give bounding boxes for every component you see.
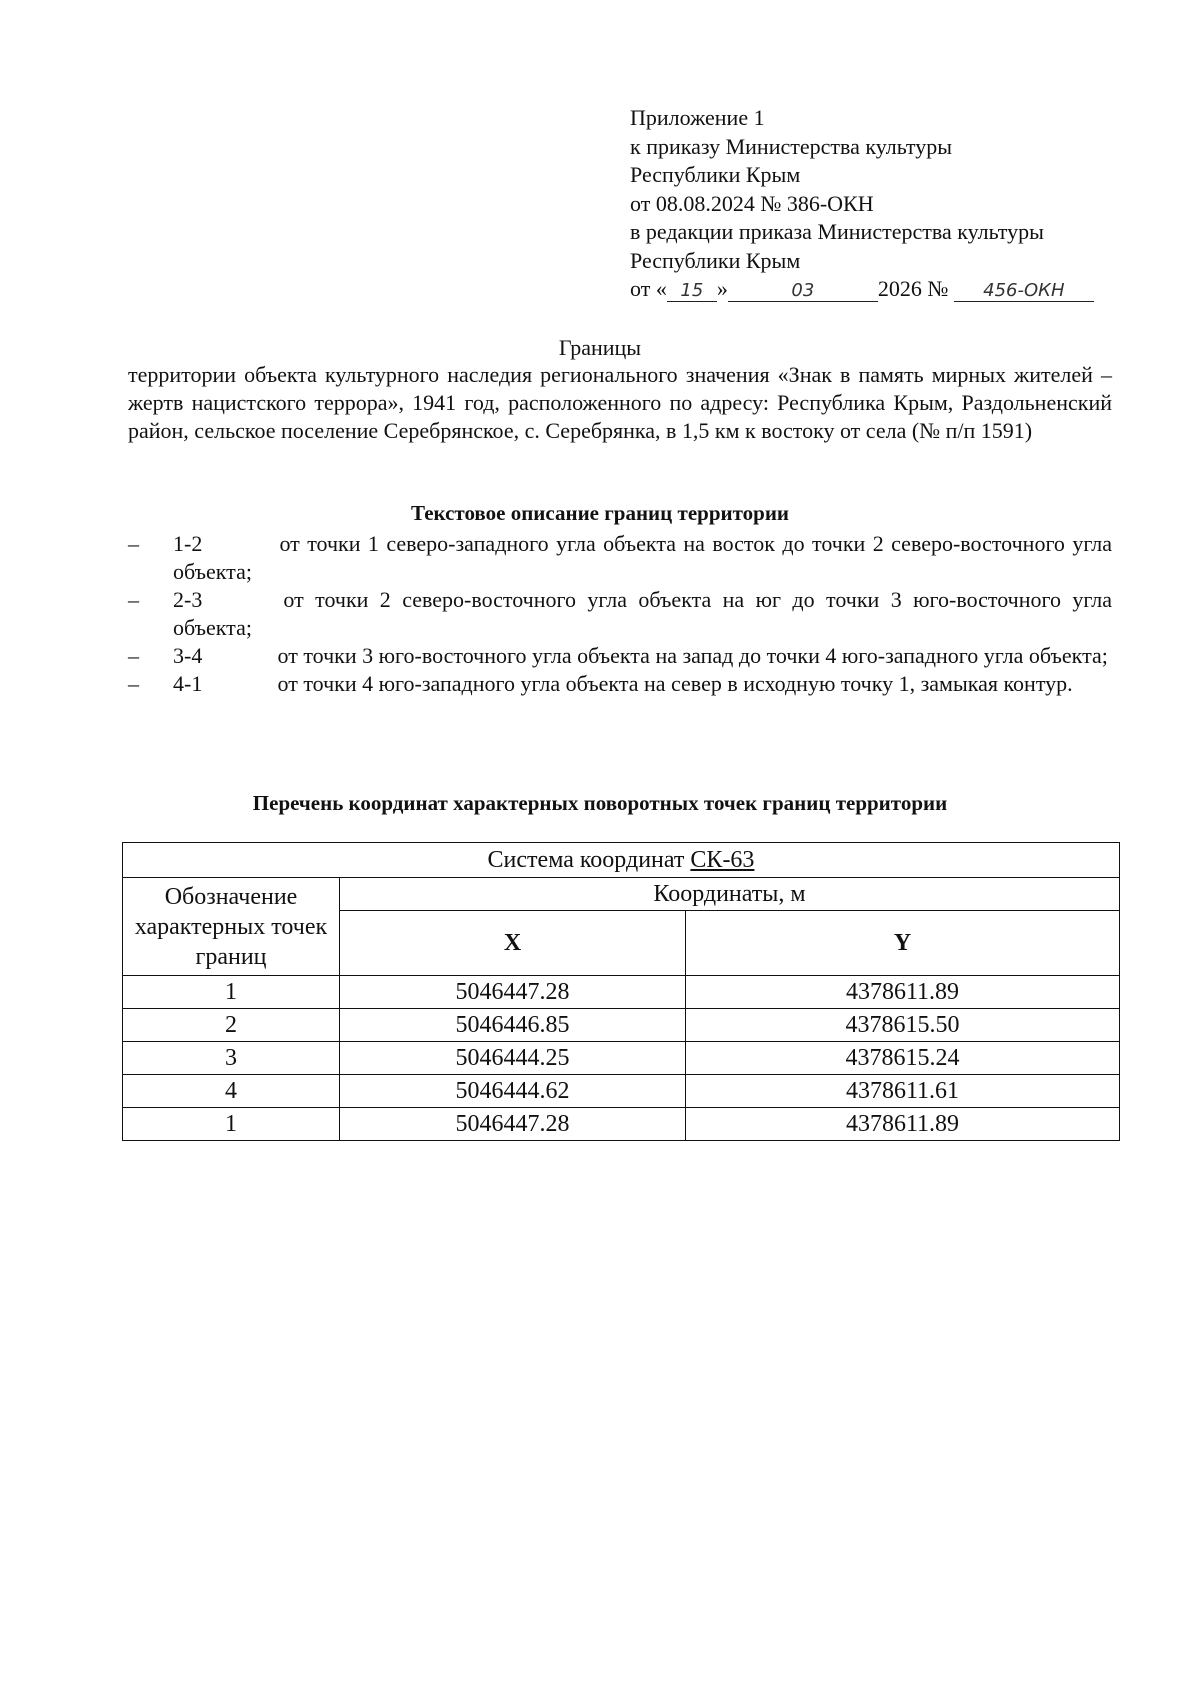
x-cell: 5046444.62: [340, 1075, 686, 1108]
date-day-handwritten: 15: [667, 281, 717, 302]
segment-label: 2-3: [173, 587, 203, 612]
y-cell: 4378611.89: [686, 976, 1120, 1009]
date-year: 2026 №: [877, 276, 949, 301]
header-line: в редакции приказа Министерства культуры: [630, 219, 1044, 244]
point-cell: 1: [123, 1108, 340, 1141]
coordinate-system-label: Система координат: [487, 847, 691, 873]
y-cell: 4378611.89: [686, 1108, 1120, 1141]
list-dash: –: [128, 587, 139, 612]
header-line: Приложение 1: [630, 105, 765, 130]
coordinate-system-name: СК-63: [690, 847, 755, 873]
list-dash: –: [128, 671, 139, 696]
table-row: [123, 878, 1120, 911]
date-month-handwritten: 03: [728, 281, 878, 302]
header-line: Республики Крым: [630, 162, 801, 187]
order-number-handwritten: 456-ОКН: [954, 281, 1094, 302]
segment-text: от точки 2 северо-восточного угла объекта на юг до точки 3 юго-восточного угла объекта;: [173, 587, 1112, 640]
coordinates-table: [122, 842, 1120, 1141]
x-cell: 5046447.28: [340, 1108, 686, 1141]
x-cell: 5046444.25: [340, 1042, 686, 1075]
segment-text: от точки 3 юго-восточного угла объекта на запад до точки 4 юго-западного угла объекта;: [277, 643, 1108, 668]
table-row: [123, 1075, 1120, 1108]
table-row: [123, 976, 1120, 1009]
list-dash: –: [128, 531, 139, 556]
segment-label: 3-4: [173, 643, 203, 668]
segment-label: 1-2: [173, 531, 203, 556]
coordinate-system-cell: [123, 843, 1120, 878]
document-subtitle: территории объекта культурного наследия регионального значения «Знак в память мирных жителей – жертв нацистского террора», 1941 год, расположенного по адресу: Республика Крым, Раздольненский район, сельское поселение Серебрянское, с. Серебрянка, в 1,5 км к востоку от села (№ п/п 1591): [128, 362, 1112, 443]
x-cell: 5046447.28: [340, 976, 686, 1009]
point-cell: 3: [123, 1042, 340, 1075]
y-column-header: Y: [686, 911, 1120, 976]
header-line: от 08.08.2024 № 386-ОКН: [630, 190, 874, 216]
table-row: [123, 1042, 1120, 1075]
segment-text: от точки 4 юго-западного угла объекта на север в исходную точку 1, замыкая контур.: [277, 671, 1073, 696]
y-cell: 4378615.24: [686, 1042, 1120, 1075]
y-cell: 4378615.50: [686, 1009, 1120, 1042]
coordinates-column-header: Координаты, м: [340, 878, 1120, 911]
header-line: Республики Крым: [630, 247, 801, 273]
date-mid: »: [716, 276, 728, 301]
order-date-line: [630, 275, 1150, 304]
point-cell: 1: [123, 976, 340, 1009]
segment-label: 4-1: [173, 671, 203, 696]
x-column-header: X: [340, 911, 686, 976]
appendix-header: [630, 104, 1150, 304]
coordinates-heading: Перечень координат характерных поворотных точек границ территории: [252, 791, 948, 815]
table-row: [123, 843, 1120, 878]
list-item: [128, 670, 1112, 698]
list-dash: –: [128, 643, 139, 668]
point-cell: 2: [123, 1009, 340, 1042]
document-title: Границы: [558, 335, 642, 360]
point-cell: 4: [123, 1075, 340, 1108]
list-item: [128, 530, 1112, 586]
boundary-description-list: [128, 530, 1112, 698]
date-prefix: от «: [630, 276, 667, 301]
list-item: [128, 642, 1112, 670]
x-cell: 5046446.85: [340, 1009, 686, 1042]
point-column-header: Обозначение характерных точек границ: [123, 878, 340, 976]
table-row: [123, 1108, 1120, 1141]
table-row: [123, 1009, 1120, 1042]
header-line: к приказу Министерства культуры: [630, 133, 953, 159]
segment-text: от точки 1 северо-западного угла объекта на восток до точки 2 северо-восточного угла объекта;: [173, 531, 1112, 584]
list-item: [128, 586, 1112, 642]
y-cell: 4378611.61: [686, 1075, 1120, 1108]
description-heading: Текстовое описание границ территории: [410, 501, 790, 525]
